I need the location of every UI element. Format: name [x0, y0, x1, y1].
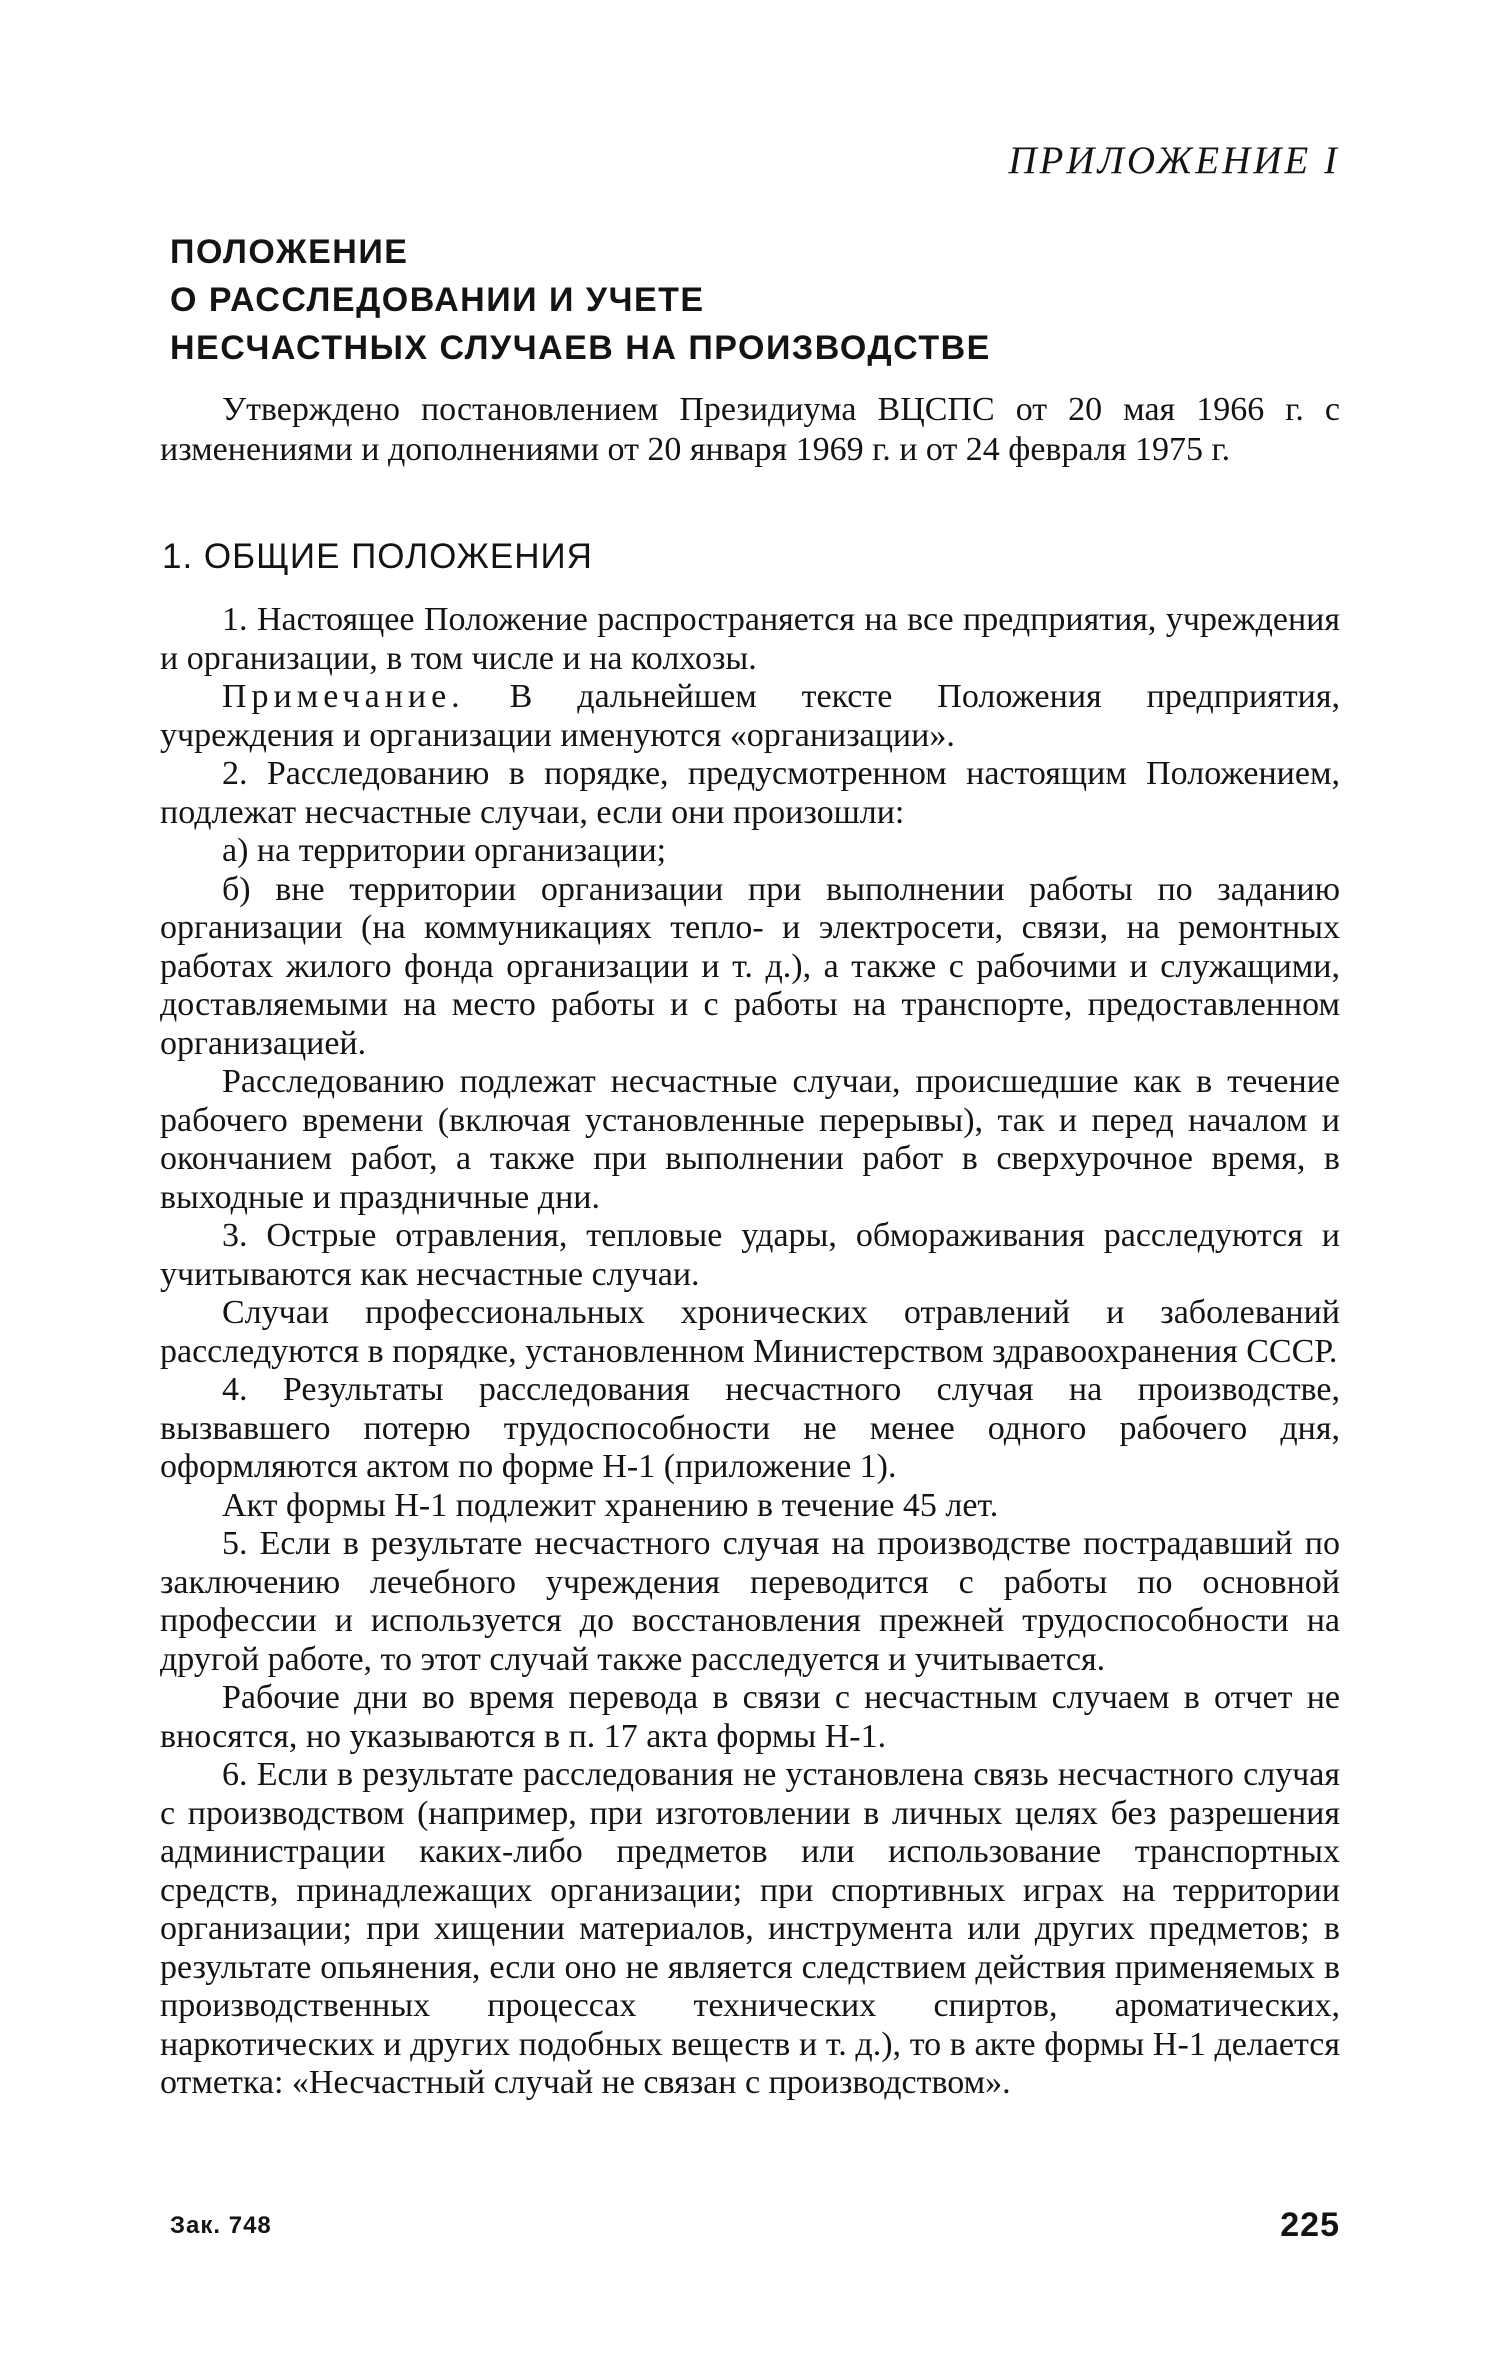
section-body: [160, 601, 1340, 2103]
approval-note: Утверждено постановлением Президиума ВЦСПС от 20 мая 1966 г. с изменениями и дополнениями от 20 января 1969 г. и от 24 февраля 1975 г.: [160, 391, 1340, 468]
page-number: 225: [1280, 2206, 1340, 2244]
document-page: [150, 0, 1340, 2363]
note-text: В дальнейшем тексте Положения предприятия, учреждения и организации именуются «организации».: [160, 678, 1340, 754]
document-title: [170, 228, 1270, 372]
paragraph-2: 2. Расследованию в порядке, предусмотренном настоящим Положением, подлежат несчастные случаи, если они произошли:: [160, 755, 1340, 831]
paragraph-2b: б) вне территории организации при выполнении работы по заданию организации (на коммуникациях тепло- и электросети, связи, на ремонтных работах жилого фонда организации и т. д.), а также с рабочими и служащими, доставляемыми на место работы и с работы на транспорте, предоставленном организацией.: [160, 870, 1340, 1062]
title-line-3: НЕСЧАСТНЫХ СЛУЧАЕВ НА ПРОИЗВОДСТВЕ: [170, 329, 991, 367]
paragraph-3: 3. Острые отравления, тепловые удары, обмораживания расследуются и учитываются как несчастные случаи.: [160, 1217, 1340, 1293]
section-heading: 1. ОБЩИЕ ПОЛОЖЕНИЯ: [162, 537, 593, 576]
title-line-2: О РАССЛЕДОВАНИИ И УЧЕТЕ: [170, 281, 705, 319]
title-line-1: ПОЛОЖЕНИЕ: [170, 233, 409, 271]
paragraph-4a: Акт формы Н-1 подлежит хранению в течение 45 лет.: [222, 1486, 999, 1524]
paragraph-3a: Случаи профессиональных хронических отравлений и заболеваний расследуются в порядке, установленном Министерством здравоохранения СССР.: [160, 1294, 1340, 1370]
paragraph-2c: Расследованию подлежат несчастные случаи, происшедшие как в течение рабочего времени (включая установленные перерывы), так и перед началом и окончанием работ, а также при выполнении работ в сверхурочное время, в выходные и праздничные дни.: [160, 1063, 1340, 1216]
paragraph-6: 6. Если в результате расследования не установлена связь несчастного случая с производством (например, при изготовлении в личных целях без разрешения администрации каких-либо предметов или использование транспортных средств, принадлежащих организации; при спортивных играх на территории организации; при хищении материалов, инструмента или других предметов; в результате опьянения, если оно не является следствием действия применяемых в производственных процессах технических спиртов, ароматических, наркотических и других подобных веществ и т. д.), то в акте формы Н-1 делается отметка: «Несчастный случай не связан с производством».: [160, 1756, 1340, 2101]
order-number: Зак. 748: [170, 2212, 272, 2239]
note-paragraph: [160, 678, 1340, 755]
paragraph-5a: Рабочие дни во время перевода в связи с несчастным случаем в отчет не вносятся, но указываются в п. 17 акта формы Н-1.: [160, 1679, 1340, 1755]
paragraph-5: 5. Если в результате несчастного случая на производстве пострадавший по заключению лечебного учреждения переводится с работы по основной профессии и используется до восстановления прежней трудоспособности на другой работе, то этот случай также расследуется и учитывается.: [160, 1525, 1340, 1678]
paragraph-2a: а) на территории организации;: [222, 832, 667, 869]
note-label: Примечание.: [222, 678, 465, 715]
paragraph-4: 4. Результаты расследования несчастного случая на производстве, вызвавшего потерю трудоспособности не менее одного рабочего дня, оформляются актом по форме Н-1 (приложение 1).: [160, 1371, 1340, 1485]
appendix-label: ПРИЛОЖЕНИЕ I: [1008, 139, 1340, 182]
paragraph-1: 1. Настоящее Положение распространяется на все предприятия, учреждения и организации, в том числе и на колхозы.: [160, 601, 1340, 677]
